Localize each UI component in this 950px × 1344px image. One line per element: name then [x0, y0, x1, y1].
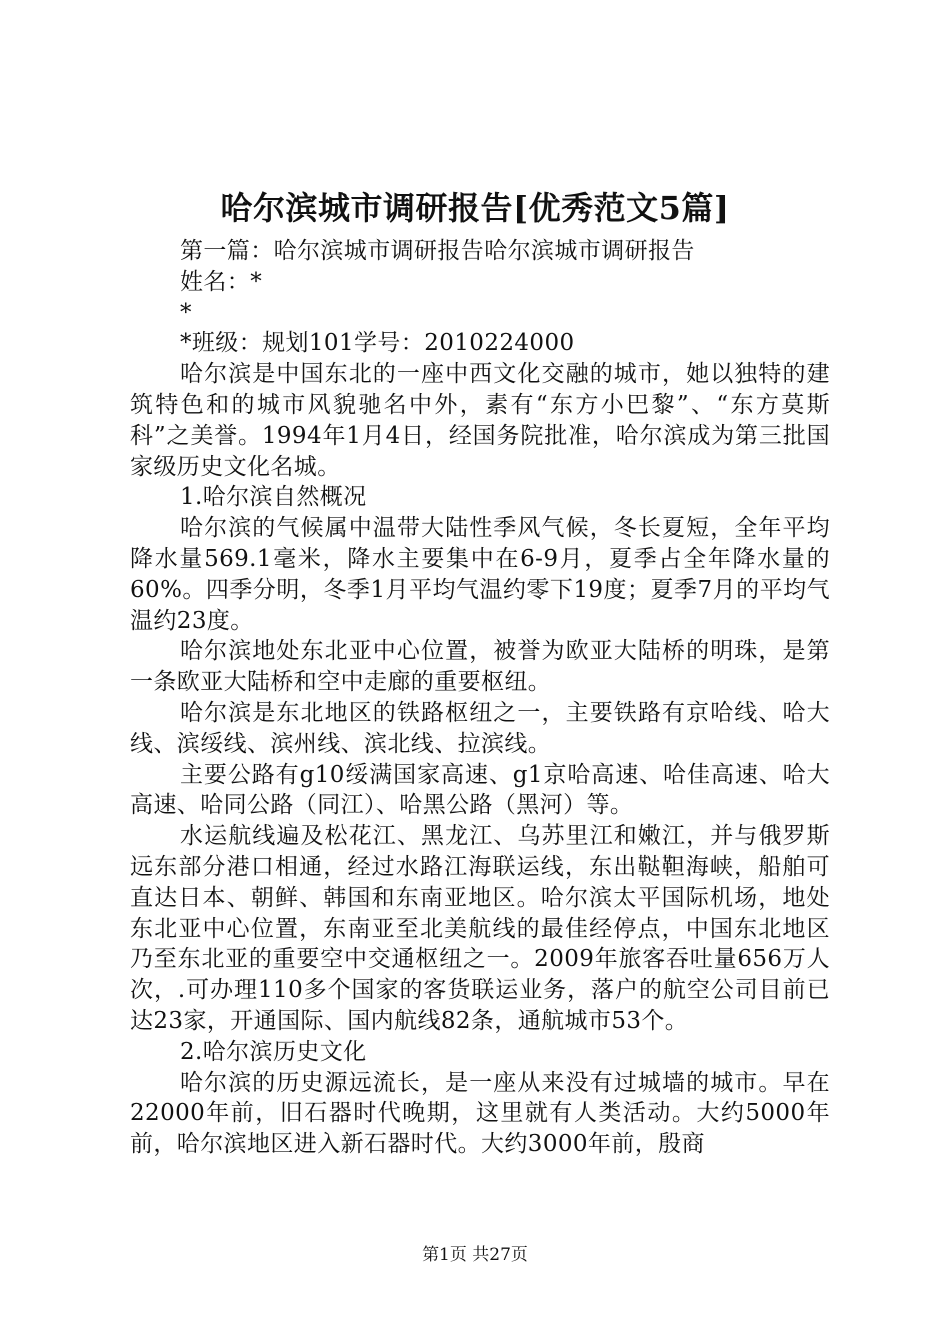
document-body: [130, 236, 830, 1160]
highway-paragraph: 主要公路有g10绥满国家高速、g1京哈高速、哈佳高速、哈大高速、哈同公路（同江）、哈黑公路（黑河）等。: [130, 761, 830, 819]
history-paragraph: 哈尔滨的历史源远流长，是一座从来没有过城墙的城市。早在22000年前，旧石器时代晚期，这里就有人类活动。大约5000年前，哈尔滨地区进入新石器时代。大约3000年前，殷商: [130, 1069, 830, 1158]
water-air-transport-paragraph: 水运航线遍及松花江、黑龙江、乌苏里江和嫩江，并与俄罗斯远东部分港口相通，经过水路江海联运线，东出鞑靼海峡，船舶可直达日本、朝鲜、韩国和东南亚地区。哈尔滨太平国际机场，地处东北亚中心位置，东南亚至北美航线的最佳经停点，中国东北地区乃至东北亚的重要空中交通枢纽之一。2009年旅客吞吐量656万人次，.可办理110多个国家的客货联运业务，落户的航空公司目前已达23家，开通国际、国内航线82条，通航城市53个。: [130, 823, 830, 1034]
section-heading-part-one: 第一篇：哈尔滨城市调研报告哈尔滨城市调研报告: [180, 238, 695, 264]
class-and-student-id-line: *班级：规划101学号：2010224000: [180, 330, 575, 357]
section-heading-natural-overview: 1.哈尔滨自然概况: [180, 484, 367, 511]
location-paragraph: 哈尔滨地处东北亚中心位置，被誉为欧亚大陆桥的明珠，是第一条欧亚大陆桥和空中走廊的重要枢纽。: [130, 638, 830, 696]
section-heading-history-culture: 2.哈尔滨历史文化: [180, 1038, 367, 1065]
document-title: 哈尔滨城市调研报告[优秀范文5篇]: [220, 189, 730, 227]
author-name-line: 姓名：*: [180, 268, 263, 295]
intro-paragraph: 哈尔滨是中国东北的一座中西文化交融的城市，她以独特的建筑特色和的城市风貌驰名中外，素有“东方小巴黎”、“东方莫斯科”之美誉。1994年1月4日，经国务院批准，哈尔滨成为第三批国家级历史文化名城。: [130, 361, 830, 480]
page-number-footer: 第1页 共27页: [422, 1245, 528, 1265]
redacted-line: *: [180, 299, 192, 326]
climate-paragraph: 哈尔滨的气候属中温带大陆性季风气候，冬长夏短，全年平均降水量569.1毫米，降水主要集中在6-9月，夏季占全年降水量的60%。四季分明，冬季1月平均气温约零下19度；夏季7月的平均气温约23度。: [130, 515, 830, 634]
railway-paragraph: 哈尔滨是东北地区的铁路枢纽之一，主要铁路有京哈线、哈大线、滨绥线、滨州线、滨北线、拉滨线。: [130, 699, 830, 757]
